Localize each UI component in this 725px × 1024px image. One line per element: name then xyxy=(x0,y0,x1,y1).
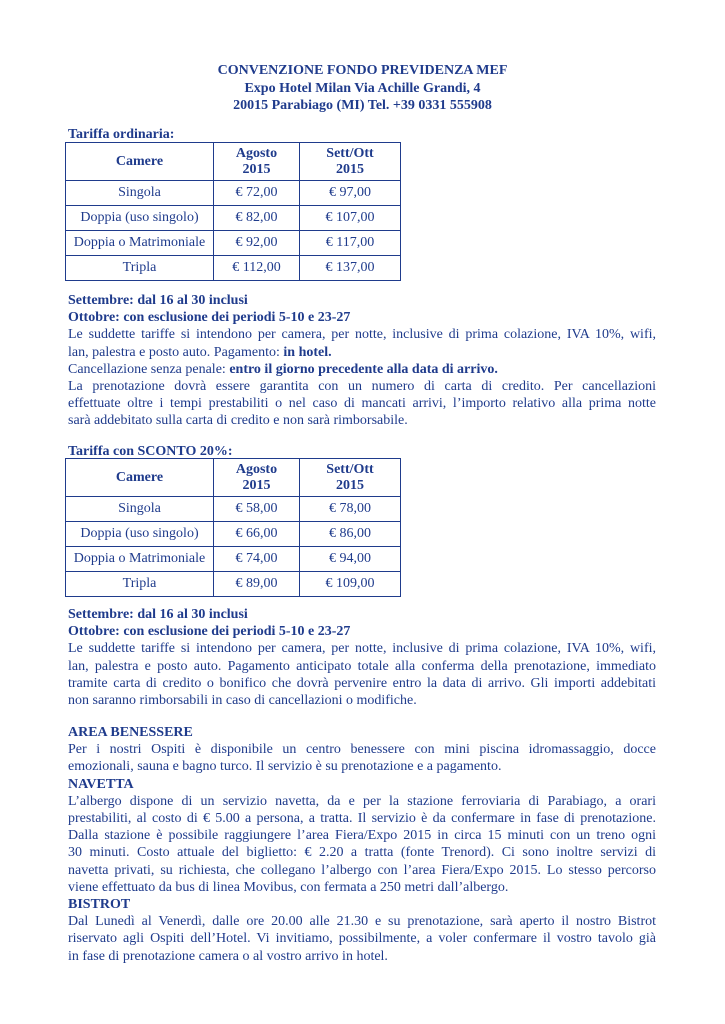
navetta-text: viene effettuato da bus di linea Movibus, con fermata a 250 metri dall’albergo. xyxy=(68,879,509,895)
navetta-text: 30 minuti. Costo attuale del biglietto: € 2.20 a tratta (fonte Trenord). Ci sono inoltre servizi di xyxy=(68,845,656,861)
price-cell: € 58,00 xyxy=(214,497,300,522)
room-type-cell: Singola xyxy=(66,497,214,522)
price-cell: € 109,00 xyxy=(300,572,401,597)
benessere-heading: AREA BENESSERE xyxy=(68,725,193,740)
column-header-sett-ott: Sett/Ott 2015 xyxy=(300,459,401,497)
period-september: Settembre: dal 16 al 30 inclusi xyxy=(68,607,248,622)
price-cell: € 74,00 xyxy=(214,547,300,572)
navetta-text: navetta privati, su richiesta, che collegano l’albergo con l’area Fiera/Expo 2015. Lo stesso percorso xyxy=(68,862,656,878)
table-row xyxy=(66,497,401,522)
room-type-cell: Singola xyxy=(66,181,214,206)
header-city-phone: 20015 Parabiago (MI) Tel. +39 0331 555908 xyxy=(233,98,492,113)
table-row xyxy=(66,522,401,547)
table-header-row xyxy=(66,143,401,181)
room-type-cell: Doppia o Matrimoniale xyxy=(66,547,214,572)
header-hotel-address: Expo Hotel Milan Via Achille Grandi, 4 xyxy=(244,80,481,96)
price-cell: € 112,00 xyxy=(214,256,300,281)
cancellation-line: Cancellazione senza penale: entro il giorno precedente alla data di arrivo. xyxy=(68,361,498,377)
table-row xyxy=(66,572,401,597)
guarantee-text: La prenotazione dovrà essere garantita con un numero di carta di credito. Per cancellazioni xyxy=(68,379,656,395)
column-header-camere: Camere xyxy=(66,459,214,497)
sconto-rate-table xyxy=(65,458,401,597)
table-row xyxy=(66,547,401,572)
column-header-agosto: Agosto 2015 xyxy=(214,143,300,181)
conditions-text: lan, palestra e posto auto. Pagamento anticipato totale alla conferma della prenotazione, immediato xyxy=(68,658,656,674)
bistrot-text: Dal Lunedì al Venerdì, dalle ore 20.00 alle 21.30 e su prenotazione, sarà aperto il nostro Bistrot xyxy=(68,914,656,930)
period-september: Settembre: dal 16 al 30 inclusi xyxy=(68,293,248,308)
column-header-sett-ott: Sett/Ott 2015 xyxy=(300,143,401,181)
room-type-cell: Doppia o Matrimoniale xyxy=(66,231,214,256)
price-cell: € 86,00 xyxy=(300,522,401,547)
column-header-camere: Camere xyxy=(66,143,214,181)
conditions-text: tramite carta di credito o bonifico che dovrà pervenire entro la data di arrivo. Gli importi addebitati xyxy=(68,675,656,691)
price-cell: € 107,00 xyxy=(300,206,401,231)
payment-line: lan, palestra e posto auto. Pagamento: in hotel. xyxy=(68,344,332,360)
benessere-text: Per i nostri Ospiti è disponibile un centro benessere con mini piscina idromassaggio, docce xyxy=(68,742,656,758)
services-section xyxy=(68,724,656,965)
guarantee-text: sarà addebitato sulla carta di credito e non sarà rimborsabile. xyxy=(68,413,408,429)
header-title: CONVENZIONE FONDO PREVIDENZA MEF xyxy=(217,63,508,78)
price-cell: € 72,00 xyxy=(214,181,300,206)
document-header xyxy=(0,62,725,115)
guarantee-text: effettuate oltre i tempi prestabiliti o nel caso di mancati arrivi, l’importo relativo alla prima notte xyxy=(68,396,656,412)
table-header-row xyxy=(66,459,401,497)
bistrot-heading: BISTROT xyxy=(68,897,131,913)
price-cell: € 94,00 xyxy=(300,547,401,572)
sconto-heading: Tariffa con SCONTO 20%: xyxy=(68,444,233,459)
navetta-text: L’albergo dispone di un servizio navetta, da e per la stazione ferroviaria di Parabiago, a orari xyxy=(68,793,656,809)
navetta-text: prestabiliti, al costo di € 5.00 a persona, a tratta. Il servizio è da confermare in fase di prenotazione. xyxy=(68,811,656,827)
sconto-conditions xyxy=(68,606,656,709)
column-header-agosto: Agosto 2015 xyxy=(214,459,300,497)
room-type-cell: Doppia (uso singolo) xyxy=(66,206,214,231)
price-cell: € 92,00 xyxy=(214,231,300,256)
period-october: Ottobre: con esclusione dei periodi 5-10 e 23-27 xyxy=(68,310,351,326)
conditions-text: non saranno rimborsabili in caso di cancellazioni o modifiche. xyxy=(68,693,417,709)
price-cell: € 78,00 xyxy=(300,497,401,522)
table-row xyxy=(66,206,401,231)
conditions-text: Le suddette tariffe si intendono per camera, per notte, inclusive di prima colazione, IVA 10%, wifi, xyxy=(68,327,656,343)
table-row xyxy=(66,181,401,206)
price-cell: € 89,00 xyxy=(214,572,300,597)
room-type-cell: Tripla xyxy=(66,256,214,281)
price-cell: € 117,00 xyxy=(300,231,401,256)
benessere-text: emozionali, sauna e bagno turco. Il servizio è su prenotazione e a pagamento. xyxy=(68,759,502,775)
ordinaria-conditions xyxy=(68,292,656,430)
table-row xyxy=(66,231,401,256)
cancellation-deadline: entro il giorno precedente alla data di arrivo. xyxy=(229,361,498,377)
conditions-text: Le suddette tariffe si intendono per camera, per notte, inclusive di prima colazione, IVA 10%, wifi, xyxy=(68,641,656,657)
table-row xyxy=(66,256,401,281)
navetta-text: Dalla stazione è possibile raggiungere l’area Fiera/Expo 2015 in circa 15 minuti con un treno ogni xyxy=(68,828,656,844)
ordinaria-heading: Tariffa ordinaria: xyxy=(68,127,175,142)
period-october: Ottobre: con esclusione dei periodi 5-10 e 23-27 xyxy=(68,624,351,640)
payment-in-hotel: in hotel. xyxy=(283,344,332,360)
bistrot-text: in fase di prenotazione camera o al vostro arrivo in hotel. xyxy=(68,948,388,964)
navetta-heading: NAVETTA xyxy=(68,776,134,792)
price-cell: € 66,00 xyxy=(214,522,300,547)
room-type-cell: Tripla xyxy=(66,572,214,597)
ordinaria-rate-table xyxy=(65,142,401,281)
bistrot-text: riservato agli Ospiti dell’Hotel. Vi invitiamo, possibilmente, a voler confermare il vostro tavolo già xyxy=(68,931,656,947)
price-cell: € 97,00 xyxy=(300,181,401,206)
price-cell: € 82,00 xyxy=(214,206,300,231)
room-type-cell: Doppia (uso singolo) xyxy=(66,522,214,547)
price-cell: € 137,00 xyxy=(300,256,401,281)
